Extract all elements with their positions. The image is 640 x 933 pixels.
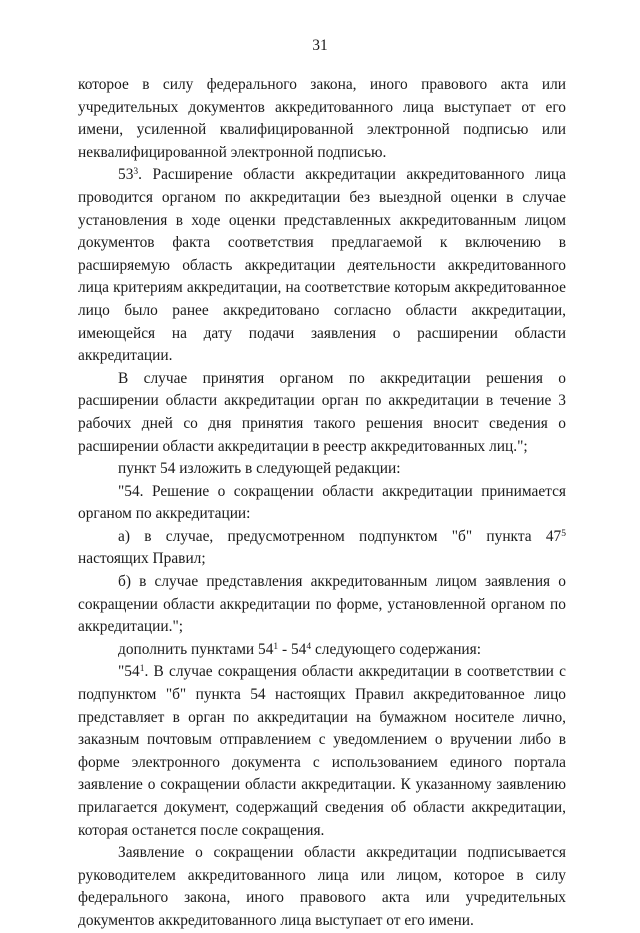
- paragraph: [78, 74, 566, 164]
- paragraph: [78, 481, 566, 526]
- text-segment: - 54: [278, 640, 307, 658]
- text-segment: дополнить пунктами 54: [118, 640, 274, 658]
- page-number: 31: [312, 37, 328, 54]
- text-segment: которое в силу федерального закона, иного правового акта или учредительных документов аккредитованного лица выступает от его имени, усиленной квалифицированной электронной подписью или неквалифицированной электронной подписью.: [78, 76, 566, 161]
- superscript-index: 5: [561, 528, 566, 539]
- text-segment: следующего содержания:: [311, 640, 482, 658]
- text-segment: а) в случае, предусмотренном подпунктом "б" пункта 47: [118, 527, 562, 545]
- paragraph: [78, 458, 566, 481]
- text-segment: настоящих Правил;: [78, 550, 206, 568]
- superscript-index: 4: [306, 641, 312, 652]
- text-segment: . Расширение области аккредитации аккредитованного лица проводится органом по аккредитации без выездной оценки в случае установления в ходе оценки представленных аккредитованным лицом документов факта соответствия предлагаемой к включению в расширяемую область аккредитации деятельности аккредитованного лица критериям аккредитации, на соответствие которым аккредитованное лицо было ранее аккредитовано согласно области аккредитации, имеющейся на дату подачи заявления о расширении области аккредитации.: [78, 166, 566, 365]
- text-segment: "54: [118, 663, 140, 681]
- document-body: [78, 74, 566, 933]
- paragraph: [78, 368, 566, 458]
- text-segment: "54. Решение о сокращении области аккредитации принимается органом по аккредитации:: [78, 482, 566, 523]
- text-segment: Заявление о сокращении области аккредитации подписывается руководителем аккредитованного лица или лицом, которое в силу федерального закона, иного правового акта или учредительных документов аккредитованного лица выступает от его имени.: [78, 844, 566, 929]
- text-segment: б) в случае представления аккредитованным лицом заявления о сокращении области аккредитации по форме, установленной органом по аккредитации.";: [78, 573, 566, 636]
- paragraph: [78, 639, 566, 662]
- text-segment: . В случае сокращения области аккредитации в соответствии с подпунктом "б" пункта 54 настоящих Правил аккредитованное лицо представляет в орган по аккредитации на бумажном носителе лично, заказным почтовым отправлением с уведомлением о вручении либо в форме электронного документа с использованием единого портала заявление о сокращении области аккредитации. К указанному заявлению прилагается документ, содержащий сведения об области аккредитации, которая останется после сокращения.: [78, 663, 566, 839]
- superscript-index: 1: [139, 664, 145, 675]
- superscript-index: 3: [133, 167, 139, 178]
- paragraph: [78, 661, 566, 842]
- paragraph: [78, 571, 566, 639]
- text-segment: В случае принятия органом по аккредитации решения о расширении области аккредитации орган по аккредитации в течение 3 рабочих дней со дня принятия такого решения вносит сведения о расширении области аккредитации в реестр аккредитованных лиц.";: [78, 369, 566, 455]
- paragraph: [78, 164, 566, 367]
- text-segment: пункт 54 изложить в следующей редакции:: [118, 460, 401, 478]
- text-segment: 53: [118, 166, 134, 184]
- superscript-index: 1: [273, 641, 279, 652]
- paragraph: [78, 842, 566, 932]
- paragraph: [78, 526, 566, 571]
